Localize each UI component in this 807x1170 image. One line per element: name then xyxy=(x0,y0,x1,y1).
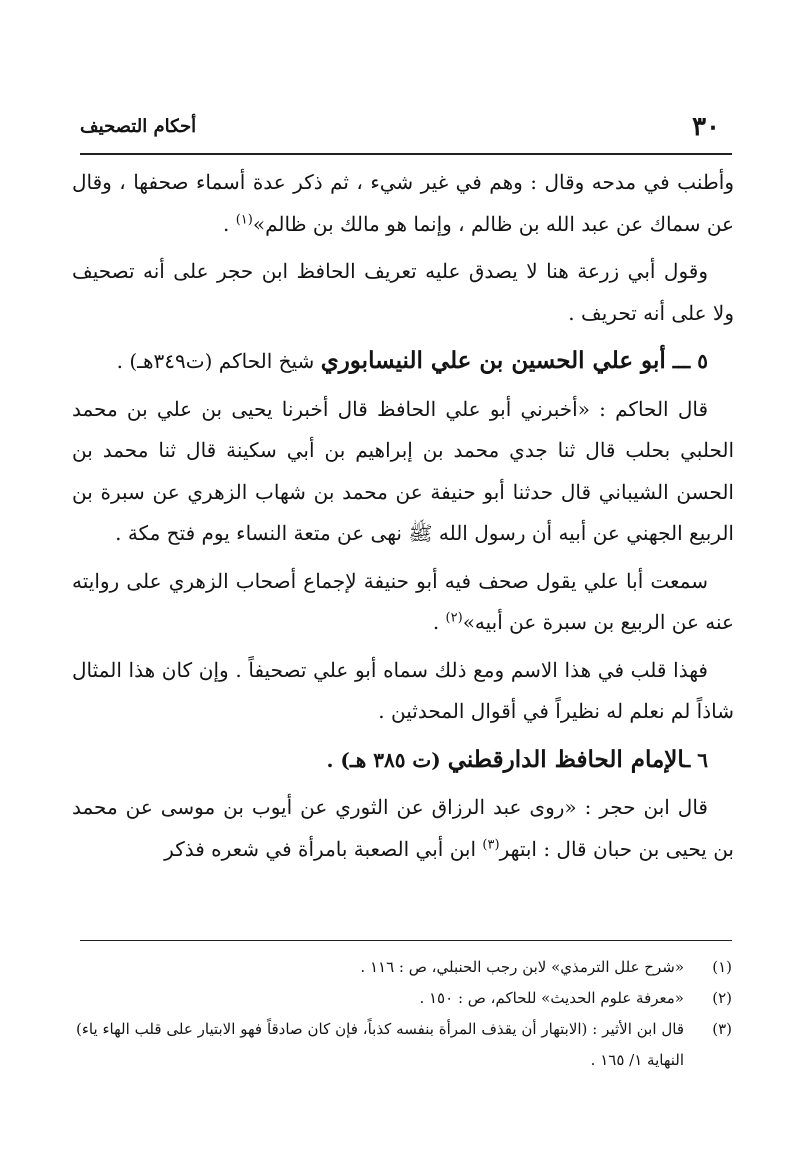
paragraph-6: قال ابن حجر : «روى عبد الرزاق عن الثوري عن أيوب بن موسى عن محمد بن يحيى بن حبان قال : ابتهر$^{(٣)}$ ابن أبي الصعبة بامرأة في شعره فذكر xyxy=(72,795,734,861)
scholar-name-6: الإمام الحافظ الدارقطني xyxy=(447,745,685,773)
section-heading-5: ٥ ـــ أبو علي الحسين بن علي النيسابوري شيخ الحاكم (ت٣٤٩هـ) . xyxy=(116,347,708,374)
main-text xyxy=(72,162,734,876)
paragraph-5: فهذا قلب في هذا الاسم ومع ذلك سماه أبو علي تصحيفاً . وإن كان هذا المثال شاذاً لم نعلم له نظيراً في أقوال المحدثين . xyxy=(72,657,734,723)
paragraph-3: قال الحاكم : «أخبرني أبو علي الحافظ قال أخبرنا يحيى بن علي بن محمد الحلبي بحلب قال ثنا جدي محمد بن إبراهيم بن أبي سكينة قال ثنا محمد بن الحسن الشيباني قال حدثنا أبو حنيفة عن محمد بن شهاب الزهري عن سبرة بن الربيع الجهني عن أبيه أن رسول الله ﷺ نهى عن متعة النساء يوم فتح مكة . xyxy=(72,396,735,545)
footnote-2 xyxy=(76,983,732,1014)
footnote-number: (٢) xyxy=(712,989,732,1007)
running-title: أحكام التصحيف xyxy=(80,116,197,137)
footnote-ref-3[interactable]: (٣) xyxy=(482,836,500,852)
footnote-ref-1[interactable]: (١) xyxy=(235,211,253,227)
page-number: ٣٠ xyxy=(692,112,720,142)
scholar-name-5: أبو علي الحسين بن علي النيسابوري xyxy=(320,347,666,374)
footnote-1 xyxy=(76,952,732,983)
footnote-ref-2[interactable]: (٢) xyxy=(445,610,463,626)
footnotes xyxy=(76,952,732,1076)
footnote-text: «معرفة علوم الحديث» للحاكم، ص : ١٥٠ . xyxy=(419,989,684,1007)
footnote-text: «شرح علل الترمذي» لابن رجب الحنبلي، ص : ١١٦ . xyxy=(360,958,684,976)
footnote-number: (١) xyxy=(712,958,732,976)
header-divider xyxy=(80,153,732,155)
section-heading-6: ٦ ـالإمام الحافظ الدارقطني (ت ٣٨٥ هـ) . xyxy=(326,745,708,773)
paragraph-2: وقول أبي زرعة هنا لا يصدق عليه تعريف الحافظ ابن حجر على أنه تصحيف ولا على أنه تحريف . xyxy=(72,259,734,325)
footnote-number: (٣) xyxy=(712,1020,732,1038)
footnote-3 xyxy=(76,1014,732,1076)
paragraph-1: وأطنب في مدحه وقال : وهم في غير شيء ، ثم ذكر عدة أسماء صحفها ، وقال عن سماك عن عبد الله بن ظالم ، وإنما هو مالك بن ظالم»$^{(١)}$ . xyxy=(72,170,734,236)
footnote-divider xyxy=(80,940,732,941)
paragraph-4: سمعت أبا علي يقول صحف فيه أبو حنيفة لإجماع أصحاب الزهري على روايته عنه عن الربيع بن سبرة عن أبيه»$^{(٢)}$ . xyxy=(72,568,734,634)
page-header xyxy=(80,112,730,154)
footnote-text: قال ابن الأثير : (الابتهار أن يقذف المرأة بنفسه كذباً، فإن كان صادقاً فهو الابتيار على قلب الهاء ياء) النهاية ١/ ١٦٥ . xyxy=(76,1020,684,1069)
